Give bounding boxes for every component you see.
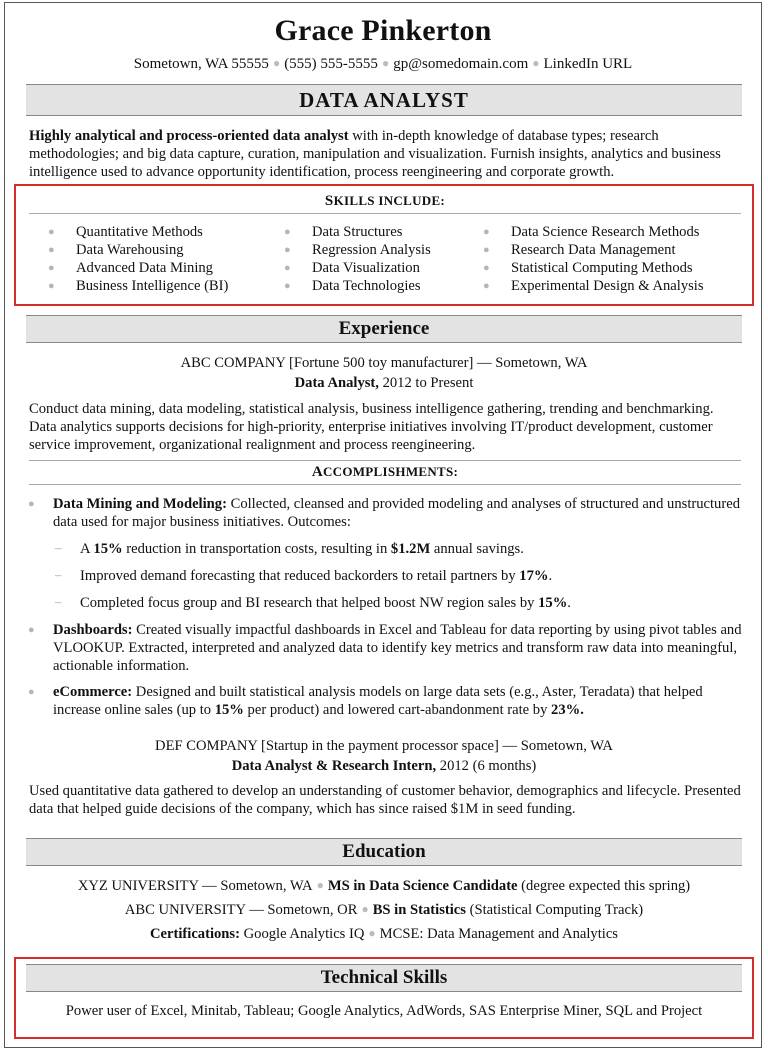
skill-item: ● Research Data Management [481,241,746,259]
job1-role: Data Analyst, [294,375,379,391]
outcome-item: A 15% reduction in transportation costs, resulting in $1.2M annual savings. [80,541,524,557]
dash-icon: – [55,540,62,555]
experience-heading: Experience [26,315,742,343]
job2-description: Used quantitative data gathered to develop an understanding of customer behavior, demographics and lifecycle. Presented data that helped guide decisions of the company, which has since raised $1M in seed funding. [29,783,741,817]
job2-dates: 2012 (6 months) [436,758,537,774]
job-title-band: DATA ANALYST [26,84,742,116]
skill-item: ● Quantitative Methods [46,223,276,241]
accomplishments-heading: ACCOMPLISHMENTS: [29,464,741,485]
separator-dot-icon: ● [368,926,376,940]
skill-item: ● Business Intelligence (BI) [46,277,276,295]
job1-company: ABC COMPANY [Fortune 500 toy manufacturer] — Sometown, WA [180,355,588,371]
education-heading: Education [26,838,742,866]
dash-icon: – [55,567,62,582]
job1-description: Conduct data mining, data modeling, statistical analysis, business intelligence gathering, trending and benchmarking. Data analytics supports decisions for high-priority, enterprise initiatives involving IT/product development, customer service improvement, organizational realignment and process reengineering. [29,401,714,453]
skill-item: ● Data Structures [282,223,482,241]
skill-item: ● Data Science Research Methods [481,223,746,241]
contact-phone: (555) 555-5555 [284,56,378,72]
summary-paragraph [29,127,741,181]
education-line: XYZ UNIVERSITY — Sometown, WA ● MS in Data Science Candidate (degree expected this spring) [77,878,691,894]
job2-role-line [0,758,768,775]
bullet-icon: ● [28,624,35,636]
separator-dot-icon: ● [272,56,281,70]
contact-address: Sometown, WA 55555 [133,56,269,72]
contact-linkedin: LinkedIn URL [543,56,633,72]
job1-dates: 2012 to Present [378,375,474,391]
bullet-icon: ● [28,686,35,698]
contact-email: gp@somedomain.com [393,56,529,72]
skill-item: ● Data Technologies [282,277,482,295]
separator-dot-icon: ● [361,902,369,916]
skill-item: ● Data Warehousing [46,241,276,259]
job2-role: Data Analyst & Research Intern, [231,758,437,774]
summary-text: with in-depth knowledge of database types; research methodologies; and big data capture, curation, manipulation and visualization. Furnish insights, analytics and business intelligence used to advance opportunity identification, process reengineering and corporate growth. [29,128,721,180]
candidate-name: Grace Pinkerton [274,14,492,47]
summary-lead: Highly analytical and process-oriented data analyst [29,128,349,144]
outcome-item: Completed focus group and BI research that helped boost NW region sales by 15%. [80,595,571,611]
separator-dot-icon: ● [532,56,540,70]
accomplishment-item: Dashboards: Created visually impactful dashboards in Excel and Tableau for data reporting by using pivot tables and VLOOKUP. Extracted, interpreted and analyzed data to identify key metrics and transform raw data into meaningful, actionable information. [53,622,742,674]
technical-skills-heading: Technical Skills [26,964,742,992]
separator-dot-icon: ● [316,878,324,892]
contact-line [0,56,766,73]
skill-item: ● Statistical Computing Methods [481,259,746,277]
education-line: ABC UNIVERSITY — Sometown, OR ● BS in Statistics (Statistical Computing Track) [124,902,644,918]
bullet-icon: ● [28,498,35,510]
skills-column-2 [282,223,482,295]
accomplishment-item: eCommerce: Designed and built statistical analysis models on large data sets (e.g., Aster, Teradata) that helped increase online sales (up to 15% per product) and lowered cart-abandonment rate by 23%. [53,684,703,718]
outcome-item: Improved demand forecasting that reduced backorders to retail partners by 17%. [80,568,553,584]
technical-skills-text: Power user of Excel, Minitab, Tableau; Google Analytics, AdWords, SAS Enterprise Miner, SQL and Project [65,1003,703,1019]
skills-column-3 [481,223,746,295]
certifications-line: Certifications: Google Analytics IQ ● MCSE: Data Management and Analytics [150,926,618,942]
skill-item: ● Regression Analysis [282,241,482,259]
skills-column-1 [46,223,276,295]
separator-dot-icon: ● [381,56,390,70]
skills-heading: SKILLS INCLUDE: [29,193,741,214]
job1-role-line [0,375,768,392]
dash-icon: – [55,594,62,609]
divider [29,460,741,461]
job2-company: DEF COMPANY [Startup in the payment processor space] — Sometown, WA [155,738,613,754]
skill-item: ● Data Visualization [282,259,482,277]
skill-item: ● Experimental Design & Analysis [481,277,746,295]
skill-item: ● Advanced Data Mining [46,259,276,277]
accomplishment-item: Data Mining and Modeling: Collected, cleansed and provided modeling and analyses of structured and unstructured data used for major business initiatives. Outcomes: [53,496,740,530]
